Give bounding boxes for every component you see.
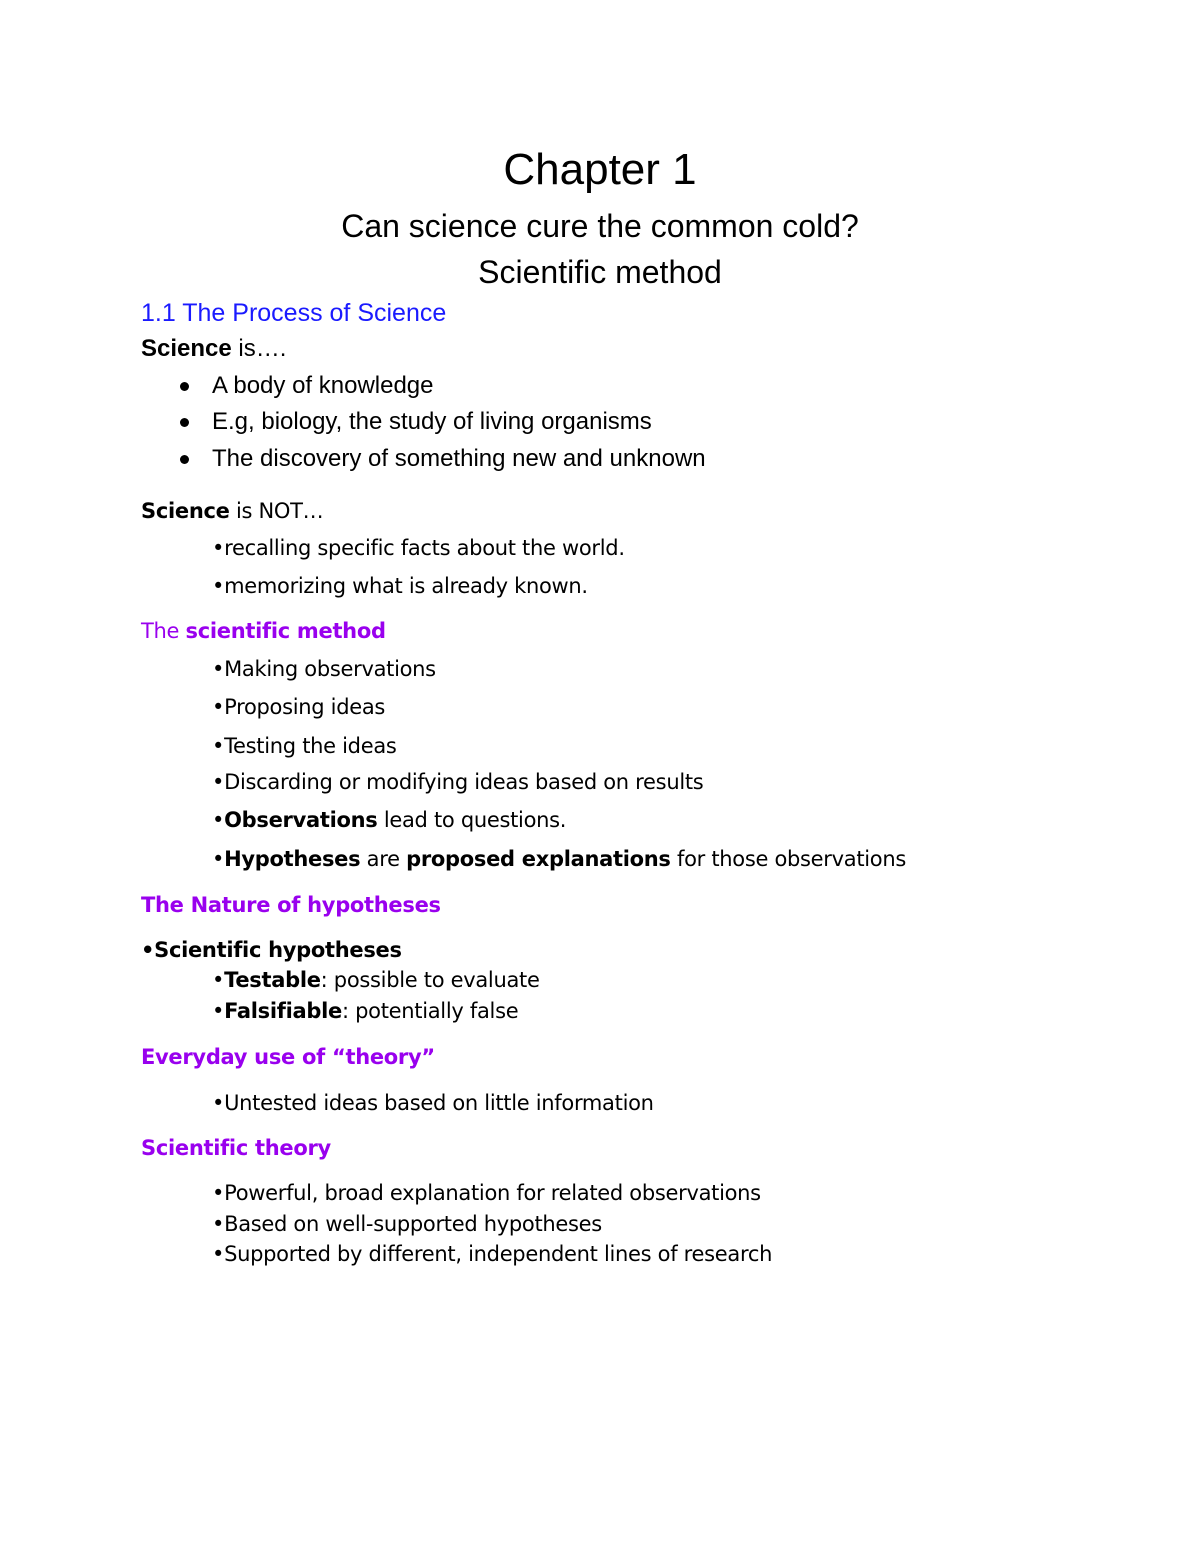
observations-text: lead to questions. bbox=[377, 808, 567, 832]
list-item bbox=[212, 805, 566, 835]
everyday-heading: Everyday use of “theory” bbox=[141, 1045, 435, 1069]
list-item: •memorizing what is already known. bbox=[212, 574, 588, 598]
science-term: Science bbox=[141, 499, 230, 523]
bullet-char: • bbox=[212, 968, 225, 992]
list-item bbox=[212, 996, 518, 1026]
proposed-explanations-term: proposed explanations bbox=[406, 847, 671, 871]
bullet-dot bbox=[180, 418, 189, 427]
observations-term: Observations bbox=[224, 808, 378, 832]
science-is-not-label bbox=[141, 496, 323, 526]
method-heading bbox=[141, 616, 386, 646]
list-item: •Discarding or modifying ideas based on results bbox=[212, 770, 704, 794]
list-item: •Powerful, broad explanation for related observations bbox=[212, 1181, 761, 1205]
bullet-char: • bbox=[212, 999, 225, 1023]
list-item: •Untested ideas based on little information bbox=[212, 1091, 654, 1115]
bullet-char: • bbox=[212, 847, 225, 871]
list-item: A body of knowledge bbox=[212, 372, 434, 399]
list-item bbox=[212, 965, 540, 995]
bullet-dot bbox=[180, 382, 189, 391]
method-heading-bold: scientific method bbox=[185, 619, 386, 643]
section-heading: 1.1 The Process of Science bbox=[141, 299, 447, 327]
testable-text: : possible to evaluate bbox=[320, 968, 540, 992]
hypotheses-rest-text: for those observations bbox=[670, 847, 906, 871]
method-heading-plain: The bbox=[141, 619, 186, 643]
list-item: E.g, biology, the study of living organisms bbox=[212, 408, 652, 435]
chapter-topic: Scientific method bbox=[478, 254, 722, 290]
list-item: •Proposing ideas bbox=[212, 695, 386, 719]
list-item: •Making observations bbox=[212, 657, 436, 681]
testable-term: Testable bbox=[224, 968, 321, 992]
falsifiable-text: : potentially false bbox=[341, 999, 519, 1023]
chapter-title: Chapter 1 bbox=[503, 145, 697, 194]
science-is-not-text: is NOT… bbox=[229, 499, 324, 523]
theory-heading: Scientific theory bbox=[141, 1136, 331, 1160]
list-item: The discovery of something new and unknown bbox=[212, 445, 706, 472]
list-item: •Testing the ideas bbox=[212, 734, 397, 758]
hypotheses-term: Hypotheses bbox=[224, 847, 361, 871]
chapter-subtitle: Can science cure the common cold? bbox=[341, 208, 859, 244]
science-is-label bbox=[141, 333, 286, 365]
scientific-hypotheses-label: •Scientific hypotheses bbox=[141, 938, 402, 962]
hypotheses-mid-text: are bbox=[360, 847, 407, 871]
nature-heading: The Nature of hypotheses bbox=[141, 893, 441, 917]
bullet-char: • bbox=[212, 808, 225, 832]
list-item: •Supported by different, independent lines of research bbox=[212, 1242, 773, 1266]
list-item bbox=[212, 844, 906, 874]
list-item: •recalling specific facts about the world. bbox=[212, 536, 625, 560]
falsifiable-term: Falsifiable bbox=[224, 999, 342, 1023]
bullet-dot bbox=[180, 455, 189, 464]
science-is-text: is…. bbox=[231, 335, 287, 362]
list-item: •Based on well-supported hypotheses bbox=[212, 1212, 602, 1236]
science-term: Science bbox=[141, 335, 232, 362]
